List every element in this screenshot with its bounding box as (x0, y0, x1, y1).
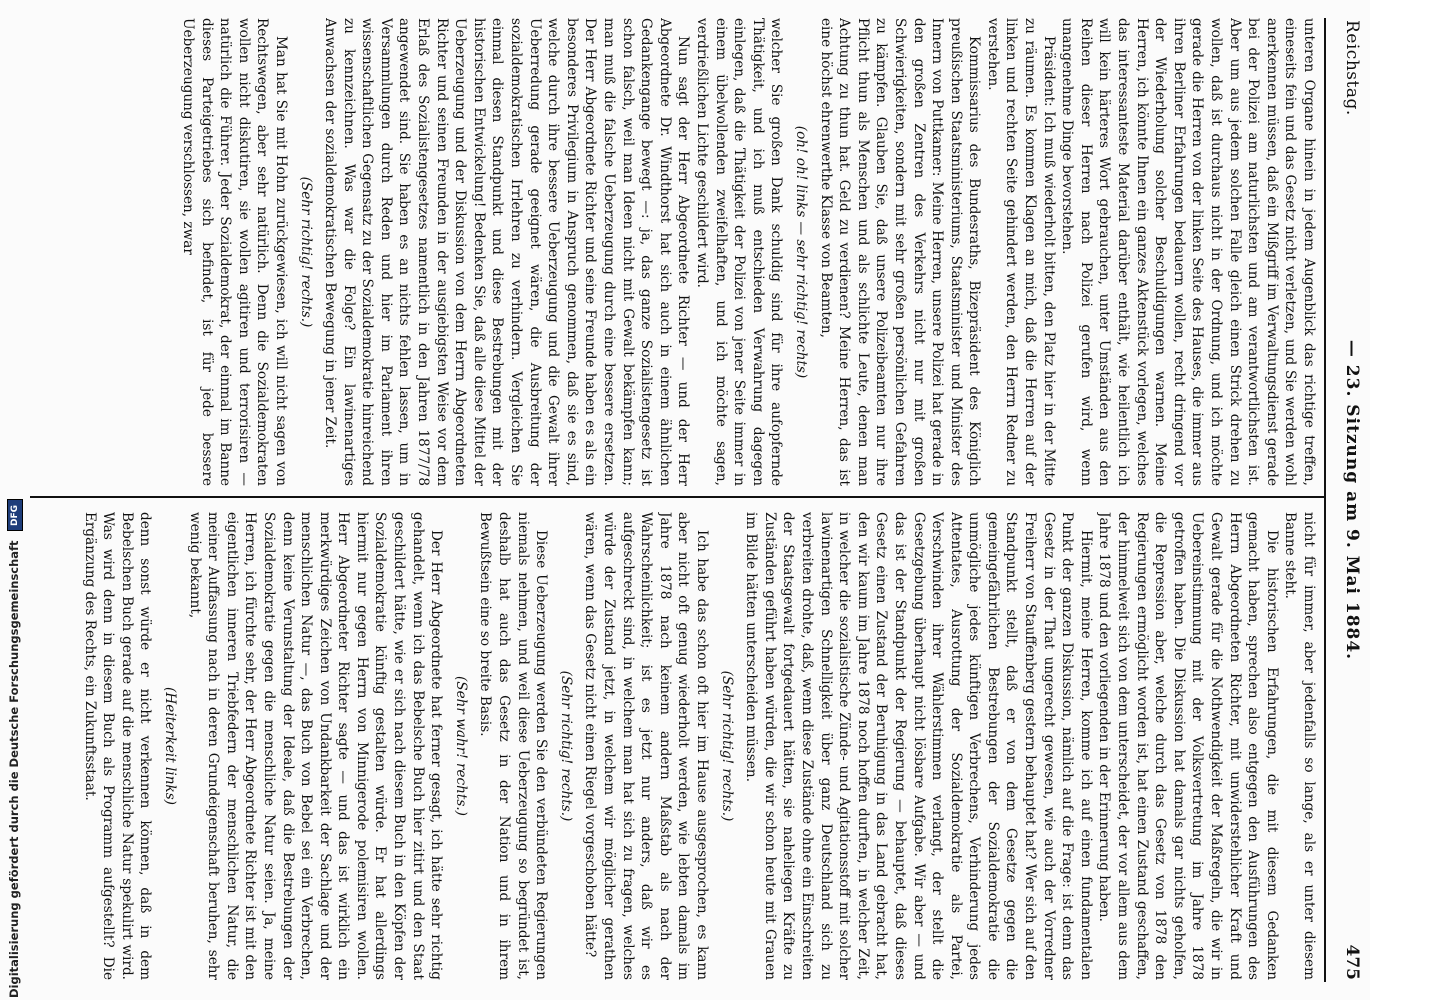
paragraph: Ich habe das schon oft hier im Hause ausgesprochen, es kann aber nicht oft genug wiederholt werden, wie lebten damals im Jahre 1878 nach keinem andern Maßstab als nach der Wahrscheinlichkeit; ist es jetzt nur anders, daß wir es aufgeschreckt sind, in welchem man hat sich zu fragen, welches würde der Zustand jetzt, in welchem wir möglicher gerathen wären, wenn das Gesetz nicht einen Riegel vorgeschoben hätte? (582, 512, 710, 980)
header-rule (1324, 18, 1326, 982)
stage-direction: (Sehr wahr! rechts.) (452, 676, 469, 816)
page-number: 475 (1342, 944, 1362, 980)
header-left: Reichstag. (1342, 20, 1362, 116)
paragraph: nicht für immer, aber jedenfalls so lange, als er unter diesem Banne steht. (1282, 512, 1317, 980)
paragraph: Die historischen Erfahrungen, die mit diesem Gedanken gemacht haben, sprechen also entgegen den Ausführungen des Herrn Abgeordneten Richter, mit unwiderstehlicher Kraft und Gewalt gerade für die Nothwendigkeit der Maßregeln, die wir in Uebereinstimmung mit der Volksvertretung im Jahre 1878 getroffen haben. Die Diskussion hat damals gar nichts geholfen, die Repression aber, welche durch das Gesetz von 1878 den Regierungen ermöglicht worden ist, hat einen Zustand geschaffen, der himmelweit sich von dem unterscheidet, der vor allem aus dem Jahre 1878 und den vorliegenden in der Erinnerung haben. (1096, 512, 1280, 980)
paragraph: welcher Sie großen Dank schuldig sind für ihre aufopfernde Thätigkeit, und ich muß entschieden Verwahrung dagegen einlegen, daß die Thätigkeit der Polizei von jener Seite immer in einem übelwollenden zweifelhaften, und ich möchte sagen, verdrießlichen Lichte geschildert wird. (694, 18, 785, 486)
left-column (28, 18, 1318, 486)
column-divider (30, 496, 1324, 498)
right-column (28, 512, 1318, 980)
paragraph: unteren Organe hinein in jedem Augenblick das richtige treffen, eineseits fein und das Gesetz nicht verletzen, und Sie werden wohl anerkennen müssen, daß ein Mißgriff im Verwaltungsdienst gerade bei der Polizei am naturlichsten und am verantwortlichsten ist. Aber um aus jedem solchen Falle gleich einen Strick drehen zu wollen, daß ist durchaus nicht in der Ordnung, und ich möchte gerade die Herren von der linken Seite des Hauses, die immer aus ihren Berliner Erfahrungen bedauern wollen, recht dringend vor der Wiederholung solcher Beschuldigungen warnen. Meine Herren, ich könnte Ihnen ein ganzes Aktenstück vorlegen, welches das interessanteste Material darüber enthält, wie heilentlich ich will kein härteres Wort gebrauchen, unter Umständen aus den Reihen dieser Herren nach Polizei gerufen wird, wenn unangenehme Dinge bevorstehen. (1059, 18, 1317, 486)
paragraph: Der Herr Abgeordnete hat ferner gesagt, ich hätte sehr richtig gehandelt, wenn ich das Bebelsche Buch hier zitirt und den Staat geschildert hätte, wie er sich nach diesem Buch in den Köpfen der Sozialdemokratie künftig gestalten würde. Er hat allerdings hiermit nur gegen Herrn von Minnigerode polemisiren wollen. Herr Abgeordneter Richter sagte — und das ist wirklich ein merkwürdiges Zeichen von Undankbarkeit der Sachlage und der menschlichen Natur —, das Buch von Bebel sei ein Verbrechen, denn keine Verunstaltung der Ideale, daß die Bestrebungen der Sozialdemokratie gegen die menschliche Natur seien. Ja, meine Herren, ich fürchte sehr, der Herr Abgeordnete Richter ist mit den eigentlichen inneren Triebfedern der menschlichen Natur, die meiner Auffassung nach in deren Grundeigenschaft beruhen, sehr wenig bekannt, (186, 512, 445, 980)
stage-direction: (Sehr richtig! rechts.) (297, 176, 314, 328)
digitization-credit (2, 504, 26, 998)
header-session: — 23. Sitzung am 9. Mai 1884. (1342, 339, 1362, 661)
stage-direction: (Sehr richtig! rechts.) (718, 670, 735, 822)
paragraph: Hiermit, meine Herren, komme ich auf einen fundamentalen Punkt der ganzen Diskussion, nämlich auf die Frage: ist denn das Gesetz in der That ungerecht gewesen, wie auch der Vorredner Freiherr von Stauffenberg gestern behauptet hat? Wer sich auf den Standpunkt stellt, daß er von dem Gesetze gegen die gemeingefährlichen Bestrebungen der Sozialdemokratie die unmögliche jedes künftigen Verbrechens, Verhinderung jedes Attentates, Ausrottung der Sozialdemokratie als Partei, Verschwinden ihrer Wählerstimmen verlangt, der stellt die Gesetzgebung überhaupt nicht lösbare Aufgabe. Wir aber — und das ist der Standpunkt der Regierung — behauptet, daß dieses Gesetz einen Zustand der Beruhigung in das Land gebracht hat, den wir kaum im Jahre 1878 noch hoffen durften, in welcher Zeit, in welcher die sozialistische Zünde- und Agitationsstoff mit solcher lawinenartigen Schnelligkeit über ganz Deutschland sich zu verbreiten drohte, daß, wenn diese Zustände ohne ein Einschreiten der Staatsgewalt fortgedauert hätten, sie naheliegen Kräfte zu Zuständen geführt haben würden, die wir schon heute mit Grauen im Bilde hätten unterscheiden müssen. (743, 512, 1094, 980)
stage-direction: (Sehr richtig! rechts.) (557, 670, 574, 822)
stage-direction: (Heiterkeit links) (161, 687, 178, 805)
stage-direction: (oh! oh! links — sehr richtig! rechts) (792, 125, 809, 379)
dfg-logo: DFG (7, 499, 23, 531)
paragraph: Präsident: Ich muß wiederholt bitten, den Platz hier in der Mitte zu räumen. Es kommen Klagen an mich, daß die Herren auf der linken und rechten Seite gehindert werden, den Herrn Redner zu verstehen. (984, 18, 1057, 486)
paragraph: Diese Ueberzeugung werden Sie den verbündeten Regierungen niemals nehmen, und weil diese Ueberzeugung so begründet ist, deshalb hat auch das Gesetz in der Nation und in ihrem Bewußtsein eine so breite Basis. (477, 512, 550, 980)
paragraph: Man hat Sie mit Hohn zurückgewiesen, ich will nicht sagen von Rechtswegen, aber sehr natürlich. Denn die Sozialdemokraten wollen nicht diskutiren, sie wollen agitiren und terrorisiren — natürlich die Führer. Jeder Sozialdemokrat, der einmal im Banne dieses Parteigetriebes sich befindet, ist für jede bessere Ueberzeugung verschlossen, zwar (179, 18, 289, 486)
paragraph: denn sonst würde er nicht verkennen können, daß in dem Bebelschen Buch gerade auf die menschliche Natur spekulirt wird. Was wird denn in diesem Buch als Programm aufgestellt? Die Ergänzung des Rechts, ein Zukunftsstaat. (81, 512, 154, 980)
paragraph: Nun sagt der Herr Abgeordnete Richter — und der Herr Abgeordnete Dr. Windthorst hat sich auch in einem ähnlichen Gedankengange bewegt —: ja, das ganze Sozialistengesetz ist schon falsch, weil man Ideen nicht mit Gewalt bekämpfen kann; man muß die falsche Ueberzeugung durch eine bessere ersetzen. Der Herr Abgeordnete Richter und seine Freunde haben es als ein besonderes Privilegium in Anspruch genommen, daß sie es sind, welche durch ihre bessere Ueberzeugung und die Gewalt ihrer Ueberredung gerade geeignet wären, die Ausbreitung der sozialdemokratischen Irrlehren zu verhindern. Vergleichen Sie einmal diesen Standpunkt und diese Bestrebungen mit der historischen Entwickelung! Bedenken Sie, daß alle diese Mittel der Ueberzeugung und der Diskussion von dem Herrn Abgeordneten Richter und seinen Freunden in der ausgiebigsten Weise vor dem Erlaß des Sozialistengesetzes namentlich in den Jahren 1877/78 angewendet sind. Sie haben es an nichts fehlen lassen, um in Versammlungen durch Reden und hier im Parlament ihren wissenschaftlichen Gegensatz zu der Sozialdemokratie hinreichend zu kennzeichnen. Was war die Folge? Ein lawinenartiges Anwachsen der sozialdemokratischen Bewegung in jener Zeit. (322, 18, 692, 486)
paragraph: Kommissarius des Bundesraths, Bizepräsident des Königlich preußischen Staatsministeriums, Staatsminister und Minister des Innern von Puttkamer: Meine Herren, unsere Polizei hat gerade in den großen Zentren des Verkehrs nicht nur mit großen Schwierigkeiten, sondern mit sehr großen persönlichen Gefahren zu kämpfen. Glauben Sie, daß unsere Polizeibeamten nur ihre Pflicht thun als Menschen und als schlichte Leute, denen man Achtung zu thun hat. Geld zu verdienen? Meine Herren, das ist eine höchst ehrenwerthe Klasse von Beamten, (817, 18, 983, 486)
credit-text: Digitalisierung gefördert durch die Deutsche Forschungsgemeinschaft (7, 540, 21, 998)
